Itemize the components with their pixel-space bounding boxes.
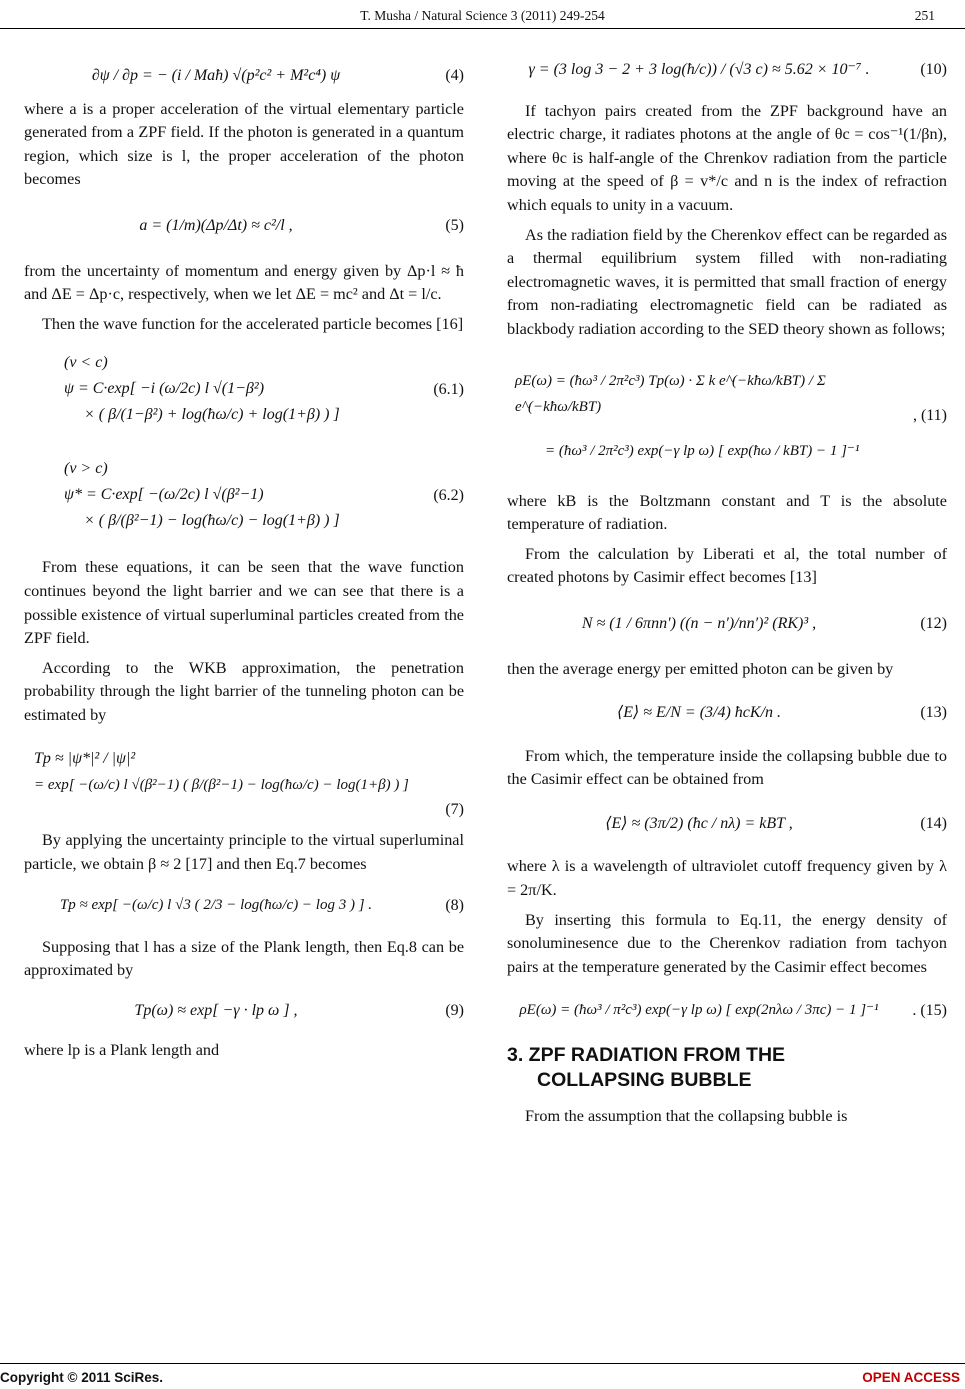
paragraph: Supposing that l has a size of the Plank length, then Eq.8 can be approximated by [24,937,464,980]
eq14-number: (14) [920,814,947,832]
eq61-condition: (v < c) [64,354,108,372]
eq4-rhs: = − (i / Maħ) √(p²c² + M²c⁴) ψ [142,67,341,84]
eq11-line1: ρE(ω) = (ħω³ / 2π²c³) Tp(ω) · Σ k e^(−kħω/kBT) / Σ e^(−kħω/kBT) [515,372,826,415]
eq8-number: (8) [445,897,464,915]
paragraph: then the average energy per emitted photon can be given by [507,659,894,678]
eq14-expr: ⟨E⟩ ≈ (3π/2) (ħc / nλ) = kBT , [605,814,793,832]
paragraph: from the uncertainty of momentum and energy given by Δp·l ≈ ħ and ΔE = Δp·c, respectively, when we let ΔE = mc² and Δt = l/c. [24,261,464,304]
eq61-line2: × ( β/(1−β²) + log(ħω/c) + log(1+β) ) ] [84,406,340,424]
eq62-line1: ψ* = C·exp[ −(ω/2c) l √(β²−1) [64,486,264,504]
open-access-label: OPEN ACCESS [862,1370,960,1385]
equation-10 [507,58,947,82]
section-heading [507,1043,947,1093]
section-heading-line2: COLLAPSING BUBBLE [537,1069,752,1092]
paragraph: By inserting this formula to Eq.11, the energy density of sonoluminesence due to the Cherenkov radiation from tachyon pairs at the temperature generated by the Casimir effect becomes [507,910,947,976]
equation-9 [24,999,464,1023]
paragraph: By applying the uncertainty principle to the virtual superluminal particle, we obtain β ≈ 2 [17] and then Eq.7 becomes [24,831,464,873]
eq9-expr: Tp(ω) ≈ exp[ −γ · lp ω ] , [134,1002,298,1020]
paragraph: where a is a proper acceleration of the virtual elementary particle generated from a ZPF field. If the photon is generated in a quantum region, which size is l, the proper acceleration of the photon becomes [24,99,464,189]
equation-14 [507,812,947,836]
equation-11 [507,368,947,464]
equation-4 [24,64,464,88]
paragraph: From the calculation by Liberati et al, the total number of created photons by Casimir effect becomes [13] [507,544,947,587]
paragraph: From which, the temperature inside the collapsing bubble due to the Casimir effect can be obtained from [507,746,947,789]
eq12-number: (12) [920,614,947,632]
paragraph: where λ is a wavelength of ultraviolet cutoff frequency given by λ = 2π/K. [507,857,947,900]
equation-13 [507,701,947,725]
eq61-line1: ψ = C·exp[ −i (ω/2c) l √(1−β²) [64,380,265,398]
equation-8 [24,894,464,918]
eq4-number: (4) [445,67,464,84]
eq10-number: (10) [920,61,947,78]
equation-6-2 [24,456,464,534]
running-title: T. Musha / Natural Science 3 (2011) 249-254 [360,8,605,23]
eq15-expr: ρE(ω) = (ħω³ / π²c³) exp(−γ lp ω) [ exp(2nλω / 3πc) − 1 ]⁻¹ [519,1002,879,1019]
left-column [24,40,464,1068]
eq12-expr: N ≈ (1 / 6πnn′) ((n − n′)/nn′)² (RK)³ , [581,614,817,632]
header-rule [0,28,965,29]
eq4-lhs: ∂ψ / ∂p [91,67,139,84]
eq8-expr: Tp ≈ exp[ −(ω/c) l √3 ( 2/3 − log(ħω/c) − log 3 ) ] . [59,897,373,914]
paragraph: According to the WKB approximation, the penetration probability through the light barrier of the tunneling photon can be estimated by [24,658,464,724]
eq11-line2: = (ħω³ / 2π²c³) exp(−γ lp ω) [ exp(ħω / kBT) − 1 ]⁻¹ [545,442,860,459]
eq61-number: (6.1) [433,380,464,398]
eq7-line1: Tp ≈ |ψ*|² / |ψ|² [34,749,136,767]
right-column [507,40,947,1135]
eq62-number: (6.2) [433,486,464,504]
equation-7 [24,746,464,822]
footer-rule [0,1363,965,1364]
equation-6-1 [24,350,464,428]
eq5-number: (5) [445,216,464,234]
paragraph: where kB is the Boltzmann constant and T is the absolute temperature of radiation. [507,491,947,534]
eq7-number: (7) [445,800,464,818]
paragraph: If tachyon pairs created from the ZPF background have an electric charge, it radiates photons at the angle of θc = cos⁻¹(1/βn), where θc is half-angle of the Chrenkov radiation from the particle moving at the speed of β = v*/c and n is the index of refraction which equals to unity in a vacuum. [507,101,947,214]
page-number: 251 [914,8,935,23]
eq13-expr: ⟨E⟩ ≈ E/N = (3/4) ħcK/n . [616,704,782,722]
section-heading-line1: 3. ZPF RADIATION FROM THE [507,1044,786,1067]
equation-5 [24,214,464,238]
equation-15 [507,999,947,1023]
eq5-expr: a = (1/m)(Δp/Δt) ≈ c²/l , [139,216,293,234]
copyright: Copyright © 2011 SciRes. [0,1370,164,1385]
eq10-expr: γ = (3 log 3 − 2 + 3 log(ħ/c)) / (√3 c) ≈ 5.62 × 10⁻⁷ . [528,61,870,78]
eq62-condition: (v > c) [64,460,108,478]
paragraph: From the assumption that the collapsing bubble is [525,1107,848,1126]
eq62-line2: × ( β/(β²−1) − log(ħω/c) − log(1+β) ) ] [84,512,340,530]
paragraph: As the radiation field by the Cherenkov effect can be regarded as a thermal equilibrium system filled with non-radiating electromagnetic waves, it is permitted that small fraction of energy from non-radiating electromagnetic field can be radiated as blackbody radiation according to the SED theory shown as follows; [507,225,947,338]
eq7-line2: = exp[ −(ω/c) l √(β²−1) ( β/(β²−1) − log(ħω/c) − log(1+β) ) ] [34,776,409,793]
eq13-number: (13) [920,704,947,722]
eq11-number: , (11) [912,406,947,424]
paragraph: From these equations, it can be seen that the wave function continues beyond the light barrier and we can see that there is a possible existence of virtual superluminal particles created from the ZPF field. [24,558,464,648]
eq15-number: . (15) [912,1002,947,1020]
paragraph: where lp is a Plank length and [24,1040,220,1059]
eq9-number: (9) [445,1002,464,1020]
paragraph: Then the wave function for the accelerated particle becomes [16] [42,314,464,333]
equation-12 [507,612,947,636]
